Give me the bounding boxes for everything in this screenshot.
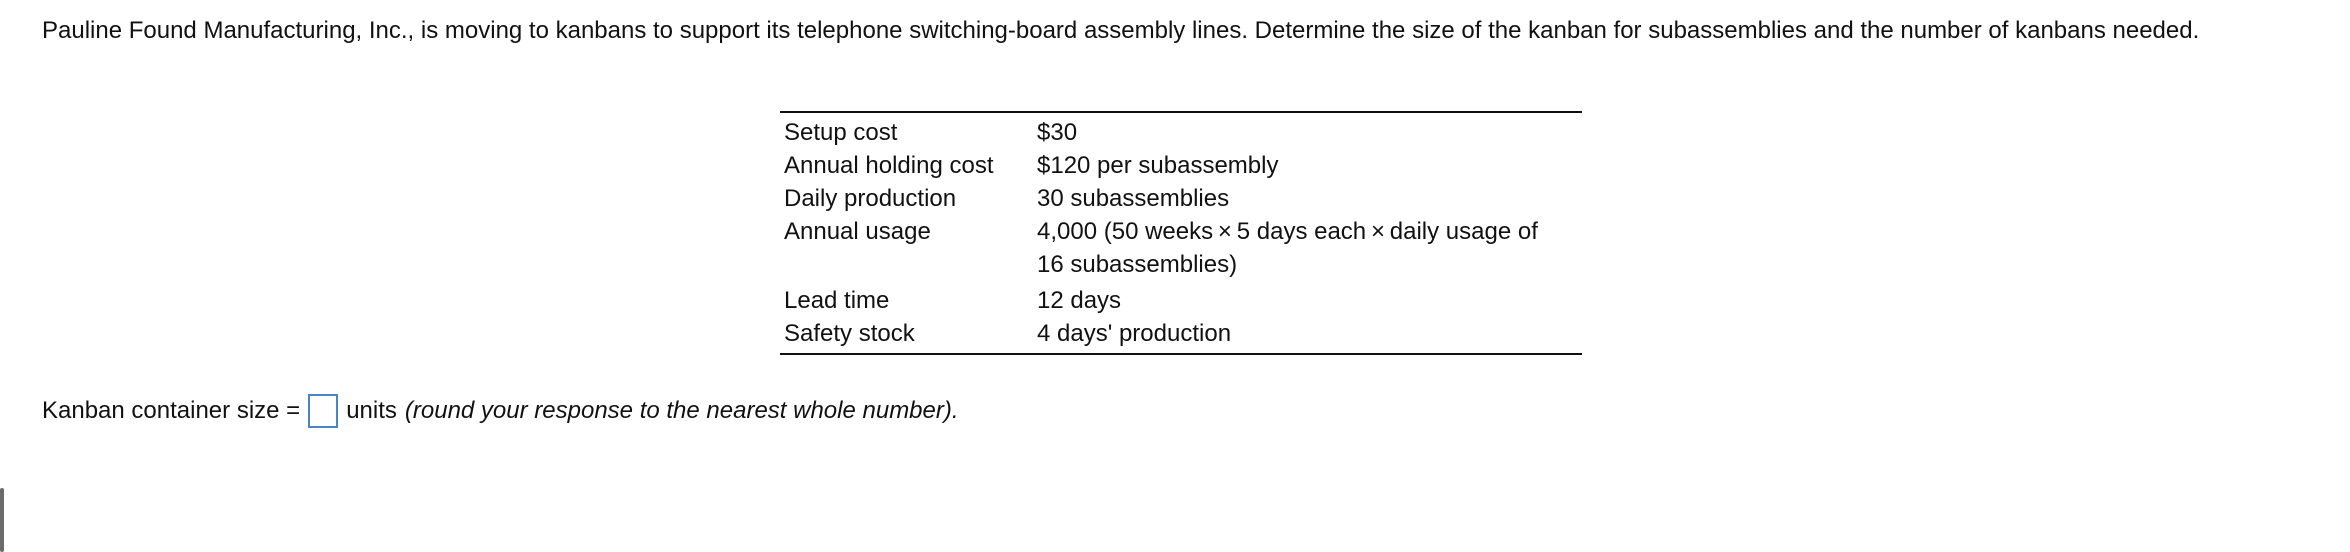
row-label-annual-usage: Annual usage [784,218,931,245]
units-label: units [346,397,397,424]
row-value-annual-holding-cost: $120 per subassembly [1037,152,1279,179]
table-row [780,182,1582,215]
rounding-hint: (round your response to the nearest whole number). [404,397,959,424]
answer-line [42,393,959,429]
row-value-daily-production: 30 subassemblies [1037,185,1230,212]
row-label-lead-time: Lead time [784,287,890,314]
table-row [780,317,1582,354]
data-table [780,111,1582,355]
row-label-annual-holding-cost: Annual holding cost [784,152,994,179]
table-row [780,112,1582,149]
row-label-setup-cost: Setup cost [784,119,898,146]
row-label-daily-production: Daily production [784,185,957,212]
kanban-size-input[interactable] [308,394,338,428]
row-value-annual-usage [1033,215,1582,284]
row-value-setup-cost: $30 [1037,119,1078,146]
problem-statement: Pauline Found Manufacturing, Inc., is moving to kanbans to support its telephone switching-board assembly lines. Determine the size of the kanban for subassemblies and the number of kanbans needed. [42,17,2200,44]
row-label-safety-stock: Safety stock [784,320,915,347]
row-value-lead-time: 12 days [1037,287,1122,314]
row-value-safety-stock: 4 days' production [1037,320,1232,347]
table-row [780,149,1582,182]
annual-usage-line-1: 4,000 (50 weeks × 5 days each × daily usage of [1037,218,1538,245]
annual-usage-line-2: 16 subassemblies) [1037,251,1238,278]
table-row [780,215,1582,284]
table-row [780,284,1582,317]
kanban-size-label: Kanban container size = [42,397,301,424]
left-edge-scroll-indicator [0,488,4,552]
